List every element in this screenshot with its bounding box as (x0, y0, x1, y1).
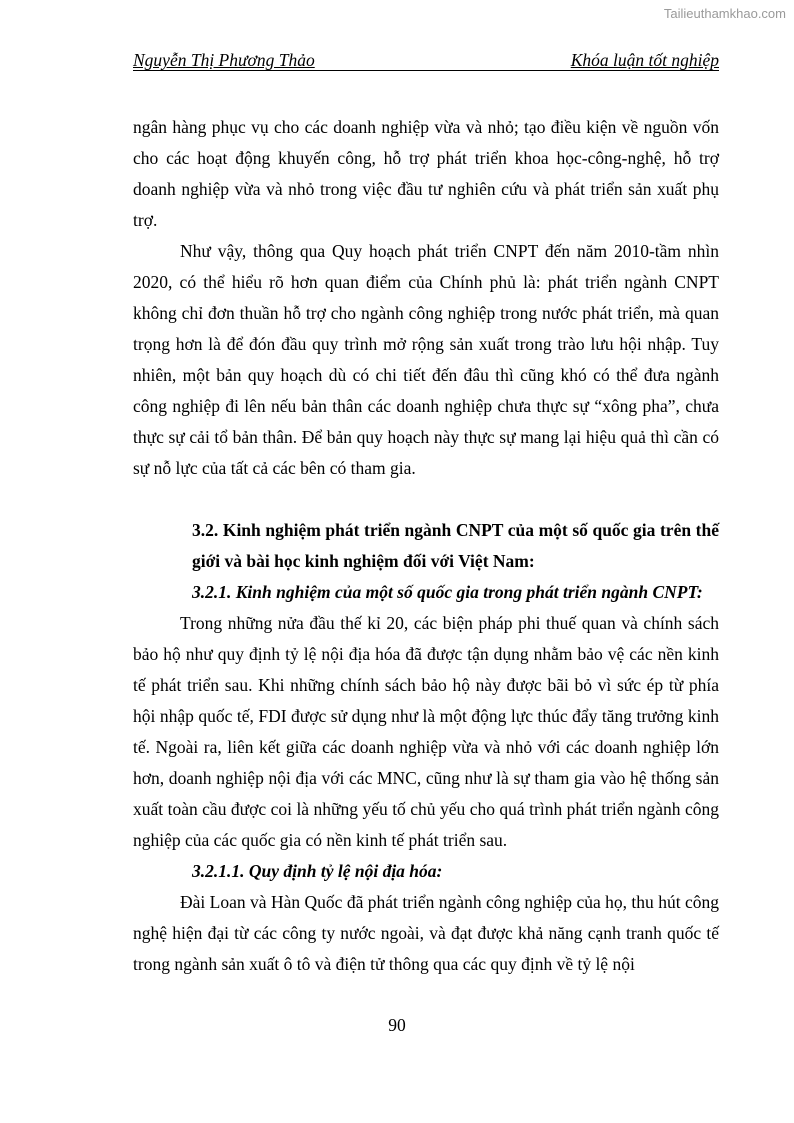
page-body (133, 112, 719, 980)
subsubsection-heading-3-2-1-1: 3.2.1.1. Quy định tỷ lệ nội địa hóa: (192, 861, 443, 881)
paragraph-history: Trong những nửa đầu thế kỉ 20, các biện pháp phi thuế quan và chính sách bảo hộ như quy định tỷ lệ nội địa hóa đã được tận dụng nhằm bảo vệ các nền kinh tế phát triển sau. Khi những chính sách bảo hộ này được bãi bỏ vì sức ép từ phía hội nhập quốc tế, FDI được sử dụng như là một động lực thúc đẩy tăng trưởng kinh tế. Ngoài ra, liên kết giữa các doanh nghiệp vừa và nhỏ với các doanh nghiệp lớn hơn, doanh nghiệp nội địa với các MNC, cũng như là sự tham gia vào hệ thống sản xuất toàn cầu được coi là những yếu tố chủ yếu cho quá trình phát triển ngành công nghiệp của các quốc gia có nền kinh tế phát triển sau. (133, 613, 719, 850)
paragraph-taiwan-korea: Đài Loan và Hàn Quốc đã phát triển ngành công nghiệp của họ, thu hút công nghệ hiện đại từ các công ty nước ngoài, và đạt được khả năng cạnh tranh quốc tế trong ngành sản xuất ô tô và điện tử thông qua các quy định về tỷ lệ nội (133, 892, 719, 974)
spacer (133, 484, 719, 515)
header-author: Nguyễn Thị Phương Thảo (133, 50, 315, 70)
page-number: 90 (388, 1015, 406, 1035)
page-header (133, 50, 719, 71)
header-doc-type: Khóa luận tốt nghiệp (570, 50, 719, 70)
section-heading-3-2: 3.2. Kinh nghiệm phát triển ngành CNPT của một số quốc gia trên thế giới và bài học kinh nghiệm đối với Việt Nam: (192, 520, 719, 571)
paragraph-summary: Như vậy, thông qua Quy hoạch phát triển CNPT đến năm 2010-tầm nhìn 2020, có thể hiểu rõ hơn quan điểm của Chính phủ là: phát triển ngành CNPT không chỉ đơn thuần hỗ trợ cho ngành công nghiệp trong nước phát triển, mà quan trọng hơn là để đón đầu quy trình mở rộng sản xuất trong trào lưu hội nhập. Tuy nhiên, một bản quy hoạch dù có chi tiết đến đâu thì cũng khó có thể đưa ngành công nghiệp đi lên nếu bản thân các doanh nghiệp chưa thực sự “xông pha”, chưa thực sự cải tổ bản thân. Để bản quy hoạch này thực sự mang lại hiệu quả thì cần có sự nỗ lực của tất cả các bên có tham gia. (133, 241, 719, 478)
subsection-heading-3-2-1: 3.2.1. Kinh nghiệm của một số quốc gia trong phát triển ngành CNPT: (192, 582, 703, 602)
watermark-text: Tailieuthamkhao.com (663, 6, 786, 21)
paragraph-continuation: ngân hàng phục vụ cho các doanh nghiệp vừa và nhỏ; tạo điều kiện về nguồn vốn cho các hoạt động khuyến công, hỗ trợ phát triển khoa học-công-nghệ, hỗ trợ doanh nghiệp vừa và nhỏ trong việc đầu tư nghiên cứu và phát triển sản xuất phụ trợ. (133, 117, 719, 230)
